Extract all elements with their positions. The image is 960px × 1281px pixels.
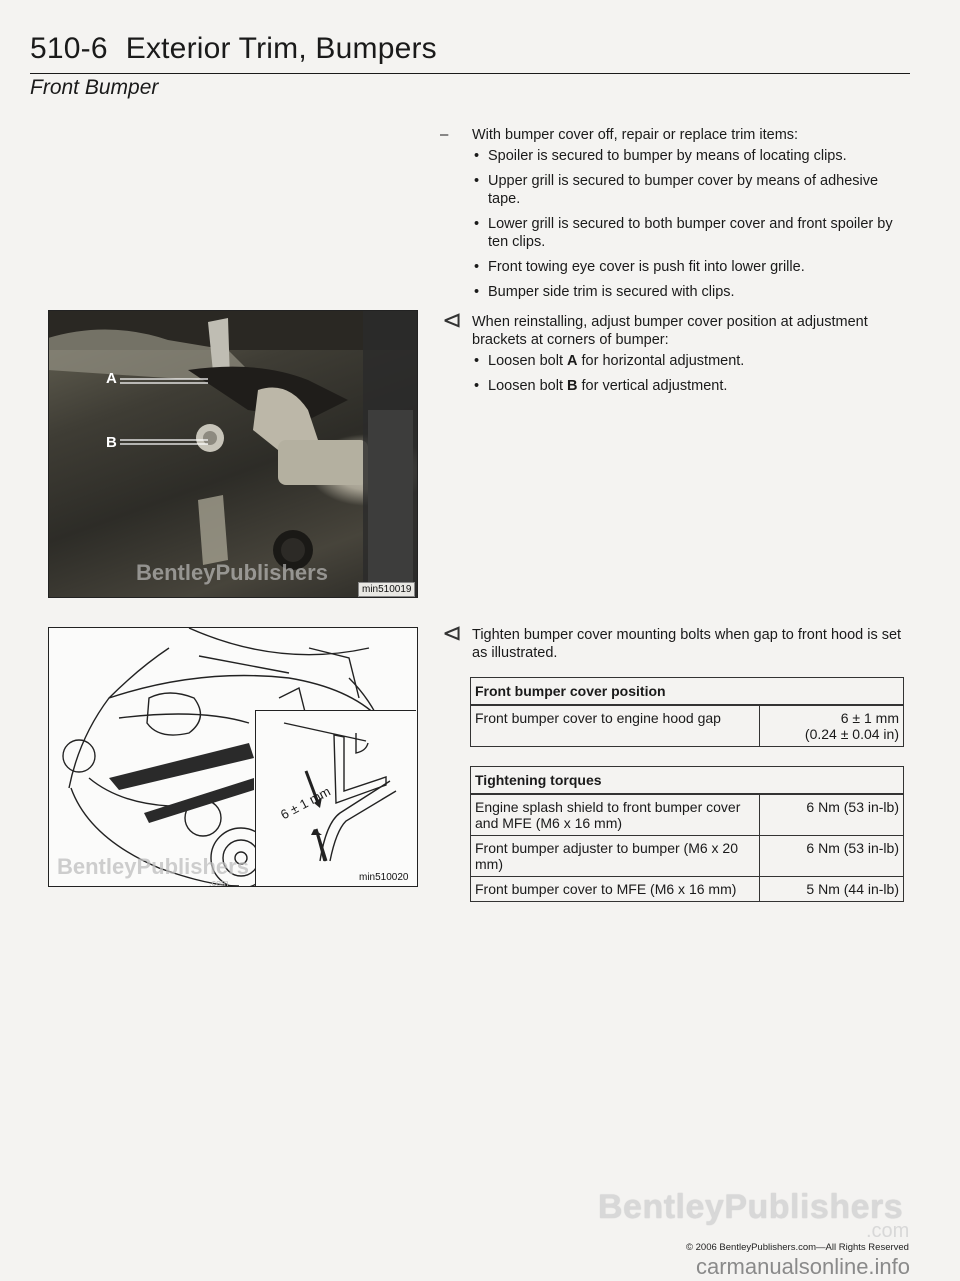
step2-bullet-list — [472, 352, 912, 402]
step1-bullet-2: • Upper grill is secured to bumper cover by means of adhesive tape. — [472, 172, 912, 208]
tightening-torques-table — [470, 766, 904, 902]
step1-bullet-4: • Front towing eye cover is push fit into lower grille. — [472, 258, 912, 276]
callout-b-label: B — [106, 434, 117, 451]
step2-bullet-1: • Loosen bolt A for horizontal adjustment. — [472, 352, 912, 370]
spec-value: 5 Nm (44 in-lb) — [760, 877, 904, 902]
copyright-notice: © 2006 BentleyPublishers.com—All Rights Reserved — [686, 1242, 909, 1253]
page-number: 510-6 — [30, 32, 108, 65]
table-row — [471, 877, 904, 902]
publisher-logo-com: .com — [866, 1220, 910, 1242]
spec-value: 6 Nm (53 in-lb) — [760, 794, 904, 836]
hood-gap-drawing — [48, 627, 418, 887]
figure2-id-label: min510020 — [359, 872, 409, 883]
gap-detail-inset — [255, 710, 416, 887]
spec-label: Front bumper adjuster to bumper (M6 x 20 mm) — [471, 836, 760, 877]
pointer-arrow-icon: ⊲ — [442, 620, 463, 647]
spec-label: Engine splash shield to front bumper cover and MFE (M6 x 16 mm) — [471, 794, 760, 836]
spec-value: 6 ± 1 mm (0.24 ± 0.04 in) — [760, 705, 904, 747]
chapter-title: Exterior Trim, Bumpers — [125, 32, 437, 65]
step1-bullet-5: • Bumper side trim is secured with clips. — [472, 283, 912, 301]
section-title: Front Bumper — [30, 76, 159, 99]
photo-frame — [48, 310, 418, 598]
table-row — [471, 794, 904, 836]
publisher-logo: BentleyPublishers — [598, 1188, 904, 1226]
step2-bullet-2: • Loosen bolt B for vertical adjustment. — [472, 377, 912, 395]
callout-a-label: A — [106, 370, 117, 387]
table-row — [471, 705, 904, 747]
drawing-watermark: BentleyPublishers — [57, 854, 249, 879]
site-watermark: carmanualsonline.info — [696, 1254, 911, 1279]
spec-label: Front bumper cover to engine hood gap — [471, 705, 760, 747]
table-title: Tightening torques — [471, 767, 904, 795]
figure1-id-label: min510019 — [358, 582, 415, 597]
step3-lead-text: Tighten bumper cover mounting bolts when gap to front hood is set as illustrated. — [472, 627, 902, 661]
gap-dimension-label: 6 ± 1 mm — [278, 783, 333, 823]
spec-label: Front bumper cover to MFE (M6 x 16 mm) — [471, 877, 760, 902]
step-dash-marker: – — [440, 126, 449, 143]
drawing-watermark-com: .com — [209, 878, 229, 887]
spec-value: 6 Nm (53 in-lb) — [760, 836, 904, 877]
pointer-arrow-icon: ⊲ — [442, 307, 463, 334]
step1-bullet-3: • Lower grill is secured to both bumper cover and front spoiler by ten clips. — [472, 215, 912, 251]
page-title — [30, 32, 437, 66]
table-row — [471, 836, 904, 877]
photo-watermark: BentleyPublishers — [136, 560, 328, 585]
table-title: Front bumper cover position — [471, 678, 904, 706]
bumper-position-spec-table — [470, 677, 904, 747]
step1-lead-text: With bumper cover off, repair or replace trim items: — [472, 127, 799, 143]
header-rule — [30, 73, 910, 74]
gap-detail-svg — [256, 711, 416, 887]
step1-bullet-1: • Spoiler is secured to bumper by means of locating clips. — [472, 147, 912, 165]
step1-bullet-list — [472, 147, 912, 308]
step2-lead-text: When reinstalling, adjust bumper cover position at adjustment brackets at corners of bumper: — [472, 314, 868, 348]
